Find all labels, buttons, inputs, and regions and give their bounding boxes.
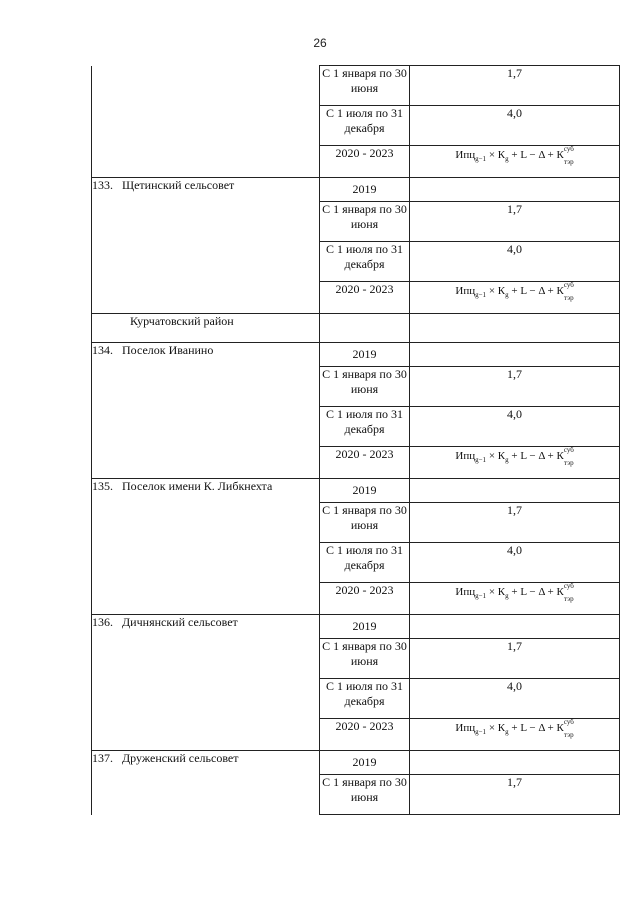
name-cell <box>92 479 320 503</box>
formula-kter-sub: тэр <box>563 158 574 167</box>
tariff-formula <box>455 447 573 468</box>
formula-k-sub: g <box>505 291 509 300</box>
name-cell <box>92 615 320 639</box>
period-cell <box>320 242 410 282</box>
table-row <box>92 751 620 775</box>
value-cell <box>410 543 620 583</box>
period-label: С 1 июля по 31 декабря <box>325 106 404 135</box>
formula-rest: + L − Δ + <box>508 149 557 161</box>
entity-name: Поселок Иванино <box>122 343 214 357</box>
period-label: С 1 января по 30 июня <box>322 775 407 804</box>
formula-ipc: Ипц <box>455 285 476 297</box>
year-label: 2019 <box>352 347 377 361</box>
formula-kter-sup: суб <box>563 718 574 726</box>
formula-k-sub: g <box>505 456 509 465</box>
formula-kter-sub: тэр <box>563 595 574 604</box>
value-cell <box>410 178 620 202</box>
period-cell <box>320 615 410 639</box>
row-number: 133. <box>92 178 113 192</box>
value-cell <box>410 775 620 815</box>
formula-k: К <box>497 450 506 462</box>
row-number: 134. <box>92 343 113 357</box>
formula-k: К <box>497 285 506 297</box>
table-body <box>92 66 620 815</box>
value-cell <box>410 615 620 639</box>
period-cell <box>320 543 410 583</box>
formula-ipc-sub: g−1 <box>475 155 487 164</box>
period-label: С 1 июля по 31 декабря <box>325 679 404 708</box>
name-cell <box>92 503 320 543</box>
period-label: С 1 июля по 31 декабря <box>325 543 404 572</box>
formula-kter-indices <box>563 582 574 604</box>
index-value: 1,7 <box>507 202 522 216</box>
value-cell <box>410 66 620 106</box>
period-cell <box>320 775 410 815</box>
table-row <box>92 543 620 583</box>
formula-k-sub: g <box>505 728 509 737</box>
name-cell <box>92 583 320 615</box>
value-cell <box>410 503 620 543</box>
formula-rest: + L − Δ + <box>508 722 557 734</box>
index-value: 1,7 <box>507 503 522 517</box>
value-cell <box>410 242 620 282</box>
period-label: С 1 января по 30 июня <box>322 66 407 95</box>
name-cell <box>92 719 320 751</box>
entity-name: Друженский сельсовет <box>122 751 239 765</box>
name-cell <box>92 146 320 178</box>
name-cell <box>92 407 320 447</box>
period-cell <box>320 343 410 367</box>
table-row <box>92 679 620 719</box>
value-cell <box>410 343 620 367</box>
value-cell <box>410 106 620 146</box>
table-row <box>92 343 620 367</box>
period-cell <box>320 719 410 751</box>
period-label: С 1 января по 30 июня <box>322 367 407 396</box>
formula-k-sub: g <box>505 155 509 164</box>
formula-kter-sub: тэр <box>563 731 574 740</box>
value-cell <box>410 202 620 242</box>
tariff-formula <box>455 719 573 740</box>
formula-kter-sup: суб <box>563 145 574 153</box>
period-label: С 1 июля по 31 декабря <box>325 242 404 271</box>
entity-name: Щетинский сельсовет <box>122 178 235 192</box>
formula-kter-sup: суб <box>563 582 574 590</box>
name-cell <box>92 66 320 106</box>
formula-ipc: Ипц <box>455 722 476 734</box>
name-cell <box>92 314 320 343</box>
year-label: 2019 <box>352 483 377 497</box>
table-row <box>92 367 620 407</box>
entity-name: Дичнянский сельсовет <box>122 615 238 629</box>
row-number: 136. <box>92 615 113 629</box>
table-row <box>92 503 620 543</box>
period-label: 2020 - 2023 <box>335 583 394 597</box>
value-cell <box>410 146 620 178</box>
value-cell <box>410 751 620 775</box>
value-cell <box>410 583 620 615</box>
name-cell <box>92 282 320 314</box>
name-cell <box>92 202 320 242</box>
tariff-formula <box>455 146 573 167</box>
formula-k: К <box>497 149 506 161</box>
table-row <box>92 66 620 106</box>
index-value: 4,0 <box>507 543 522 557</box>
value-cell <box>410 407 620 447</box>
period-label: С 1 января по 30 июня <box>322 503 407 532</box>
value-cell <box>410 367 620 407</box>
formula-kter-sup: суб <box>563 446 574 454</box>
formula-ipc-sub: g−1 <box>475 456 487 465</box>
table-row <box>92 146 620 178</box>
name-cell <box>92 178 320 202</box>
formula-rest: + L − Δ + <box>508 586 557 598</box>
period-cell <box>320 503 410 543</box>
table-row <box>92 407 620 447</box>
formula-kter-indices <box>563 281 574 303</box>
index-value: 4,0 <box>507 679 522 693</box>
index-value: 4,0 <box>507 242 522 256</box>
formula-kter: К <box>556 450 564 462</box>
row-number: 135. <box>92 479 113 493</box>
formula-k: К <box>497 722 506 734</box>
table-row <box>92 314 620 343</box>
formula-times: × <box>486 586 498 598</box>
formula-kter: К <box>556 586 564 598</box>
value-cell <box>410 282 620 314</box>
formula-kter-sub: тэр <box>563 459 574 468</box>
name-cell <box>92 639 320 679</box>
formula-ipc-sub: g−1 <box>475 291 487 300</box>
formula-k-sub: g <box>505 592 509 601</box>
name-cell <box>92 343 320 367</box>
tariff-formula <box>455 282 573 303</box>
index-value: 4,0 <box>507 407 522 421</box>
formula-kter-indices <box>563 145 574 167</box>
formula-ipc: Ипц <box>455 450 476 462</box>
formula-k: К <box>497 586 506 598</box>
year-label: 2019 <box>352 619 377 633</box>
name-cell <box>92 242 320 282</box>
name-cell <box>92 679 320 719</box>
period-label: 2020 - 2023 <box>335 447 394 461</box>
period-cell <box>320 178 410 202</box>
index-value: 1,7 <box>507 66 522 80</box>
period-cell <box>320 639 410 679</box>
name-cell <box>92 775 320 815</box>
year-label: 2019 <box>352 755 377 769</box>
period-cell <box>320 314 410 343</box>
period-cell <box>320 583 410 615</box>
period-label: 2020 - 2023 <box>335 719 394 733</box>
formula-kter-sub: тэр <box>563 294 574 303</box>
index-value: 1,7 <box>507 775 522 789</box>
formula-ipc-sub: g−1 <box>475 592 487 601</box>
table-row <box>92 639 620 679</box>
table-row <box>92 615 620 639</box>
period-cell <box>320 367 410 407</box>
period-cell <box>320 447 410 479</box>
table-row <box>92 106 620 146</box>
value-cell <box>410 719 620 751</box>
value-cell <box>410 447 620 479</box>
value-cell <box>410 679 620 719</box>
table-row <box>92 447 620 479</box>
period-cell <box>320 407 410 447</box>
formula-kter: К <box>556 722 564 734</box>
period-cell <box>320 106 410 146</box>
formula-kter-indices <box>563 718 574 740</box>
table-row <box>92 242 620 282</box>
period-cell <box>320 146 410 178</box>
tariff-formula <box>455 583 573 604</box>
period-label: 2020 - 2023 <box>335 282 394 296</box>
table-row <box>92 479 620 503</box>
index-value: 4,0 <box>507 106 522 120</box>
row-number: 137. <box>92 751 113 765</box>
district-name: Курчатовский район <box>130 314 234 328</box>
formula-ipc: Ипц <box>455 586 476 598</box>
formula-times: × <box>486 285 498 297</box>
formula-kter-sup: суб <box>563 281 574 289</box>
value-cell <box>410 479 620 503</box>
table-row <box>92 775 620 815</box>
period-cell <box>320 679 410 719</box>
tariff-index-table <box>91 65 620 815</box>
entity-name: Поселок имени К. Либкнехта <box>122 479 273 493</box>
period-cell <box>320 479 410 503</box>
value-cell <box>410 639 620 679</box>
period-cell <box>320 202 410 242</box>
formula-kter: К <box>556 149 564 161</box>
formula-ipc: Ипц <box>455 149 476 161</box>
period-cell <box>320 751 410 775</box>
formula-ipc-sub: g−1 <box>475 728 487 737</box>
period-label: 2020 - 2023 <box>335 146 394 160</box>
year-label: 2019 <box>352 182 377 196</box>
page-number: 26 <box>313 36 327 50</box>
table-row <box>92 583 620 615</box>
table-row <box>92 282 620 314</box>
table-row <box>92 202 620 242</box>
period-cell <box>320 66 410 106</box>
period-label: С 1 января по 30 июня <box>322 639 407 668</box>
name-cell <box>92 106 320 146</box>
formula-rest: + L − Δ + <box>508 450 557 462</box>
formula-times: × <box>486 450 498 462</box>
value-cell <box>410 314 620 343</box>
name-cell <box>92 751 320 775</box>
name-cell <box>92 447 320 479</box>
index-value: 1,7 <box>507 367 522 381</box>
index-value: 1,7 <box>507 639 522 653</box>
formula-kter: К <box>556 285 564 297</box>
formula-kter-indices <box>563 446 574 468</box>
table-row <box>92 178 620 202</box>
name-cell <box>92 367 320 407</box>
table-row <box>92 719 620 751</box>
name-cell <box>92 543 320 583</box>
period-label: С 1 июля по 31 декабря <box>325 407 404 436</box>
formula-times: × <box>486 722 498 734</box>
formula-rest: + L − Δ + <box>508 285 557 297</box>
period-cell <box>320 282 410 314</box>
formula-times: × <box>486 149 498 161</box>
period-label: С 1 января по 30 июня <box>322 202 407 231</box>
